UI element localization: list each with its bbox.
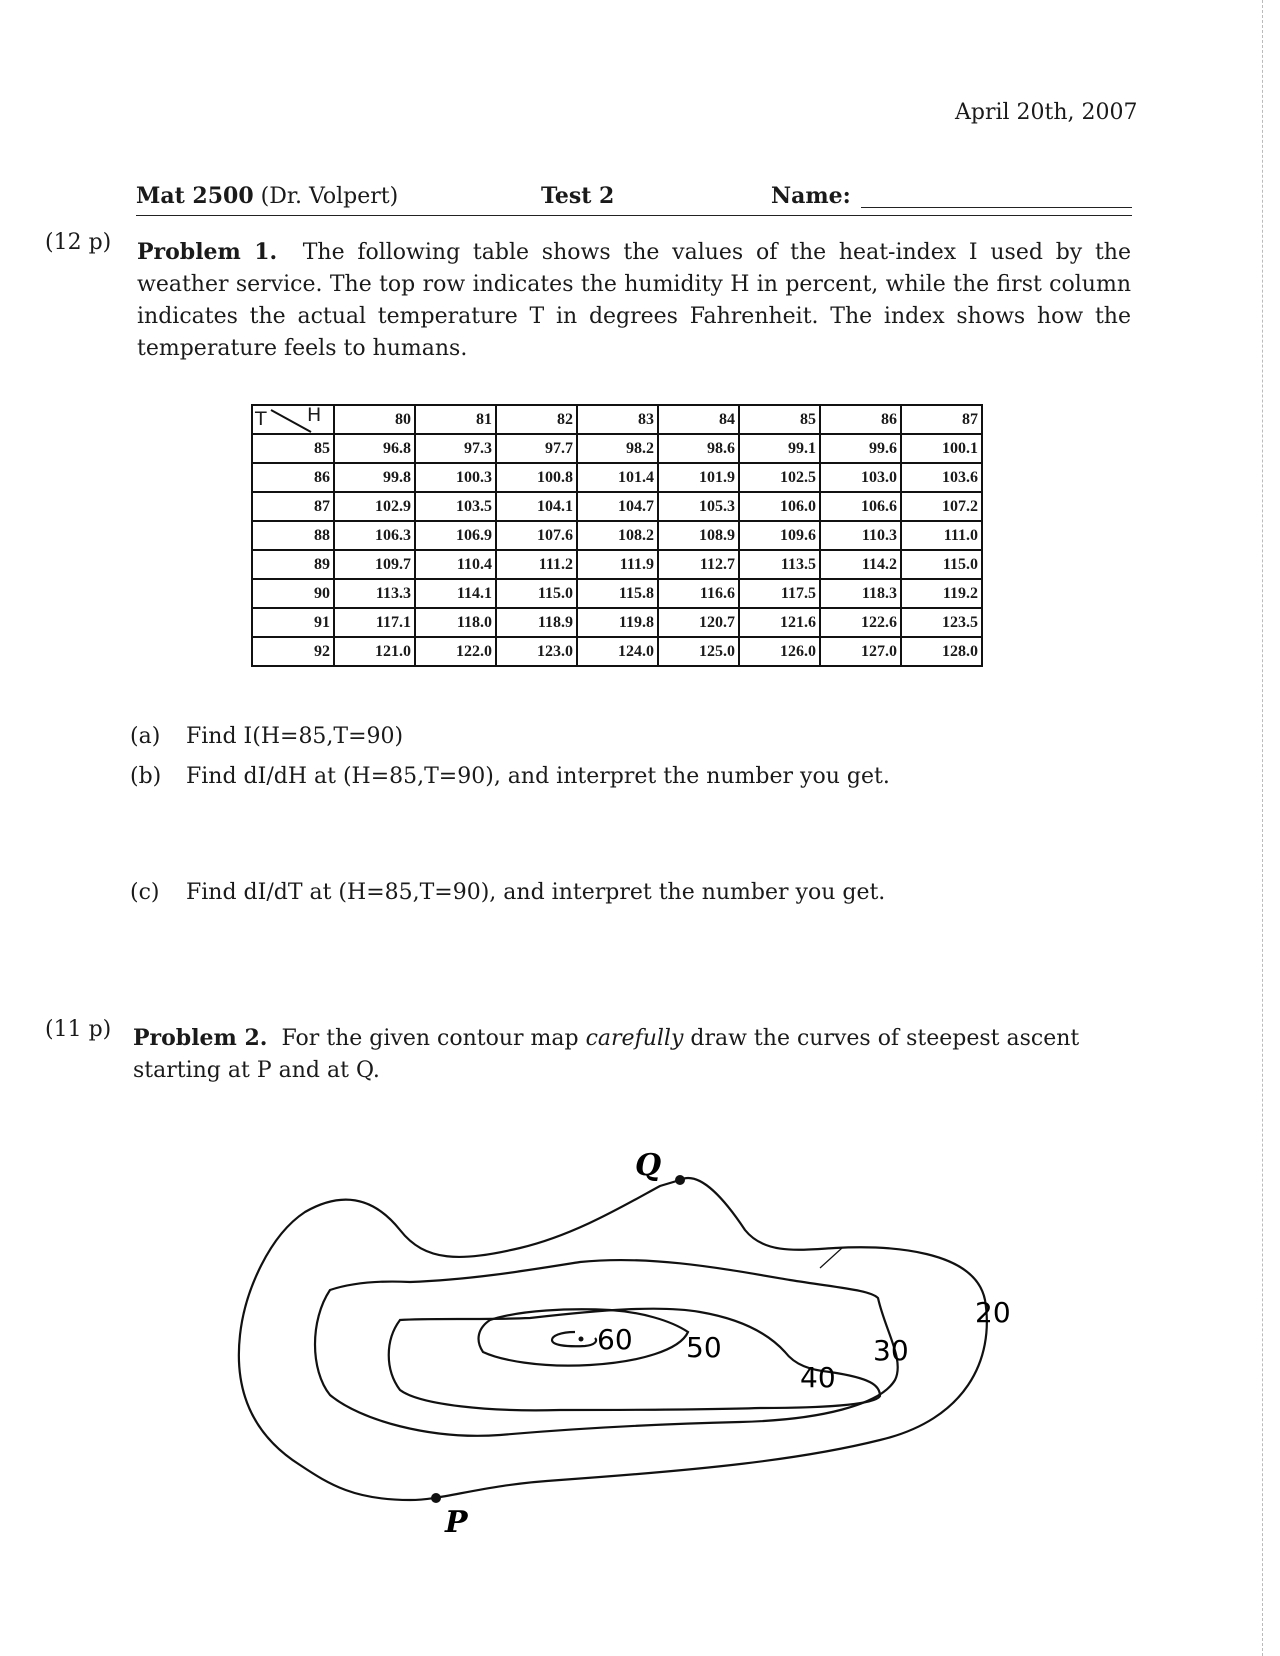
heat-index-cell: 122.0 <box>415 637 496 666</box>
heat-index-cell: 97.3 <box>415 434 496 463</box>
tick-mark <box>820 1248 842 1268</box>
heat-index-cell: 107.6 <box>496 521 577 550</box>
problem2-title: Problem 2. <box>133 1025 268 1051</box>
part-c-label: (c) <box>130 880 160 905</box>
heat-index-cell: 104.1 <box>496 492 577 521</box>
heat-index-cell: 103.0 <box>820 463 901 492</box>
point-p-label: P <box>445 1505 468 1540</box>
temperature-header-cell: 86 <box>252 463 334 492</box>
contour-label-40: 40 <box>800 1361 836 1394</box>
humidity-header-cell: 87 <box>901 405 982 434</box>
humidity-header-cell: 81 <box>415 405 496 434</box>
test-title: Test 2 <box>541 183 615 209</box>
heat-index-cell: 123.0 <box>496 637 577 666</box>
heat-index-cell: 104.7 <box>577 492 658 521</box>
point-p-marker <box>431 1493 441 1503</box>
heat-index-cell: 121.0 <box>334 637 415 666</box>
heat-index-cell: 111.2 <box>496 550 577 579</box>
heat-index-cell: 106.3 <box>334 521 415 550</box>
heat-index-cell: 108.9 <box>658 521 739 550</box>
heat-index-cell: 108.2 <box>577 521 658 550</box>
part-b-text: Find dI/dH at (H=85,T=90), and interpret the number you get. <box>186 764 890 789</box>
heat-index-cell: 101.4 <box>577 463 658 492</box>
heat-index-cell: 125.0 <box>658 637 739 666</box>
heat-index-cell: 118.0 <box>415 608 496 637</box>
heat-index-cell: 109.6 <box>739 521 820 550</box>
contour-label-60: 60 <box>597 1323 633 1356</box>
heat-index-cell: 114.1 <box>415 579 496 608</box>
humidity-header-cell: 86 <box>820 405 901 434</box>
heat-index-cell: 114.2 <box>820 550 901 579</box>
problem1-points: (12 p) <box>45 230 112 255</box>
contour-label-20: 20 <box>975 1296 1011 1329</box>
temperature-header-cell: 90 <box>252 579 334 608</box>
heat-index-cell: 124.0 <box>577 637 658 666</box>
peak-marker <box>579 1337 584 1342</box>
heat-index-cell: 115.0 <box>496 579 577 608</box>
heat-index-cell: 112.7 <box>658 550 739 579</box>
heat-index-cell: 111.9 <box>577 550 658 579</box>
temperature-header-cell: 85 <box>252 434 334 463</box>
temperature-header-cell: 87 <box>252 492 334 521</box>
contour-60 <box>552 1332 596 1346</box>
heat-index-cell: 110.4 <box>415 550 496 579</box>
heat-index-cell: 100.3 <box>415 463 496 492</box>
problem1-title: Problem 1. <box>137 239 278 265</box>
heat-index-cell: 100.1 <box>901 434 982 463</box>
heat-index-cell: 117.5 <box>739 579 820 608</box>
point-q-marker <box>675 1175 685 1185</box>
heat-index-cell: 105.3 <box>658 492 739 521</box>
heat-index-cell: 102.5 <box>739 463 820 492</box>
heat-index-cell: 98.6 <box>658 434 739 463</box>
exam-date: April 20th, 2007 <box>955 100 1138 125</box>
heat-index-cell: 109.7 <box>334 550 415 579</box>
heat-index-cell: 119.8 <box>577 608 658 637</box>
heat-index-cell: 118.9 <box>496 608 577 637</box>
course-code: Mat 2500 <box>136 183 254 209</box>
heat-index-cell: 116.6 <box>658 579 739 608</box>
humidity-header-cell: 83 <box>577 405 658 434</box>
temperature-header-cell: 91 <box>252 608 334 637</box>
part-c-text: Find dI/dT at (H=85,T=90), and interpret the number you get. <box>186 880 886 905</box>
temperature-header-cell: 92 <box>252 637 334 666</box>
heat-index-cell: 123.5 <box>901 608 982 637</box>
heat-index-cell: 96.8 <box>334 434 415 463</box>
heat-index-cell: 115.8 <box>577 579 658 608</box>
heat-index-cell: 110.3 <box>820 521 901 550</box>
part-a-text: Find I(H=85,T=90) <box>186 724 404 749</box>
heat-index-cell: 119.2 <box>901 579 982 608</box>
problem2-text-before: For the given contour map <box>281 1026 579 1051</box>
humidity-header-cell: 84 <box>658 405 739 434</box>
heat-index-cell: 113.3 <box>334 579 415 608</box>
heat-index-cell: 120.7 <box>658 608 739 637</box>
heat-index-cell: 117.1 <box>334 608 415 637</box>
heat-index-cell: 106.9 <box>415 521 496 550</box>
name-label: Name: <box>771 183 851 209</box>
heat-index-cell: 100.8 <box>496 463 577 492</box>
heat-index-cell: 99.1 <box>739 434 820 463</box>
part-a-label: (a) <box>130 724 161 749</box>
humidity-header-cell: 85 <box>739 405 820 434</box>
row-axis-label: T <box>255 408 267 430</box>
heat-index-cell: 115.0 <box>901 550 982 579</box>
heat-index-cell: 98.2 <box>577 434 658 463</box>
contour-label-50: 50 <box>686 1331 722 1364</box>
heat-index-cell: 99.6 <box>820 434 901 463</box>
temperature-header-cell: 88 <box>252 521 334 550</box>
point-q-label: Q <box>635 1148 662 1183</box>
heat-index-cell: 103.5 <box>415 492 496 521</box>
heat-index-cell: 126.0 <box>739 637 820 666</box>
heat-index-cell: 111.0 <box>901 521 982 550</box>
humidity-header-cell: 80 <box>334 405 415 434</box>
col-axis-label: H <box>307 404 322 426</box>
heat-index-cell: 106.0 <box>739 492 820 521</box>
heat-index-cell: 113.5 <box>739 550 820 579</box>
heat-index-cell: 101.9 <box>658 463 739 492</box>
heat-index-cell: 118.3 <box>820 579 901 608</box>
heat-index-cell: 103.6 <box>901 463 982 492</box>
humidity-header-cell: 82 <box>496 405 577 434</box>
heat-index-cell: 99.8 <box>334 463 415 492</box>
problem1-text: The following table shows the values of the heat-index I used by the weather service. The top row indicates the humidity H in percent, while the first column indicates the actual temperature T in degrees Fahrenheit. The index shows how the temperature feels to humans. <box>137 240 1131 361</box>
problem2-points: (11 p) <box>45 1017 112 1042</box>
heat-index-cell: 128.0 <box>901 637 982 666</box>
contour-label-30: 30 <box>873 1334 909 1367</box>
heat-index-cell: 97.7 <box>496 434 577 463</box>
heat-index-cell: 121.6 <box>739 608 820 637</box>
heat-index-cell: 106.6 <box>820 492 901 521</box>
problem2-emphasis: carefully <box>585 1026 684 1051</box>
part-b-label: (b) <box>130 764 162 789</box>
temperature-header-cell: 89 <box>252 550 334 579</box>
instructor: (Dr. Volpert) <box>260 184 399 209</box>
heat-index-cell: 127.0 <box>820 637 901 666</box>
heat-index-cell: 102.9 <box>334 492 415 521</box>
heat-index-cell: 107.2 <box>901 492 982 521</box>
problem2-text-after: draw the curves of steepest ascent starting at P and at Q. <box>133 1026 1080 1083</box>
heat-index-cell: 122.6 <box>820 608 901 637</box>
